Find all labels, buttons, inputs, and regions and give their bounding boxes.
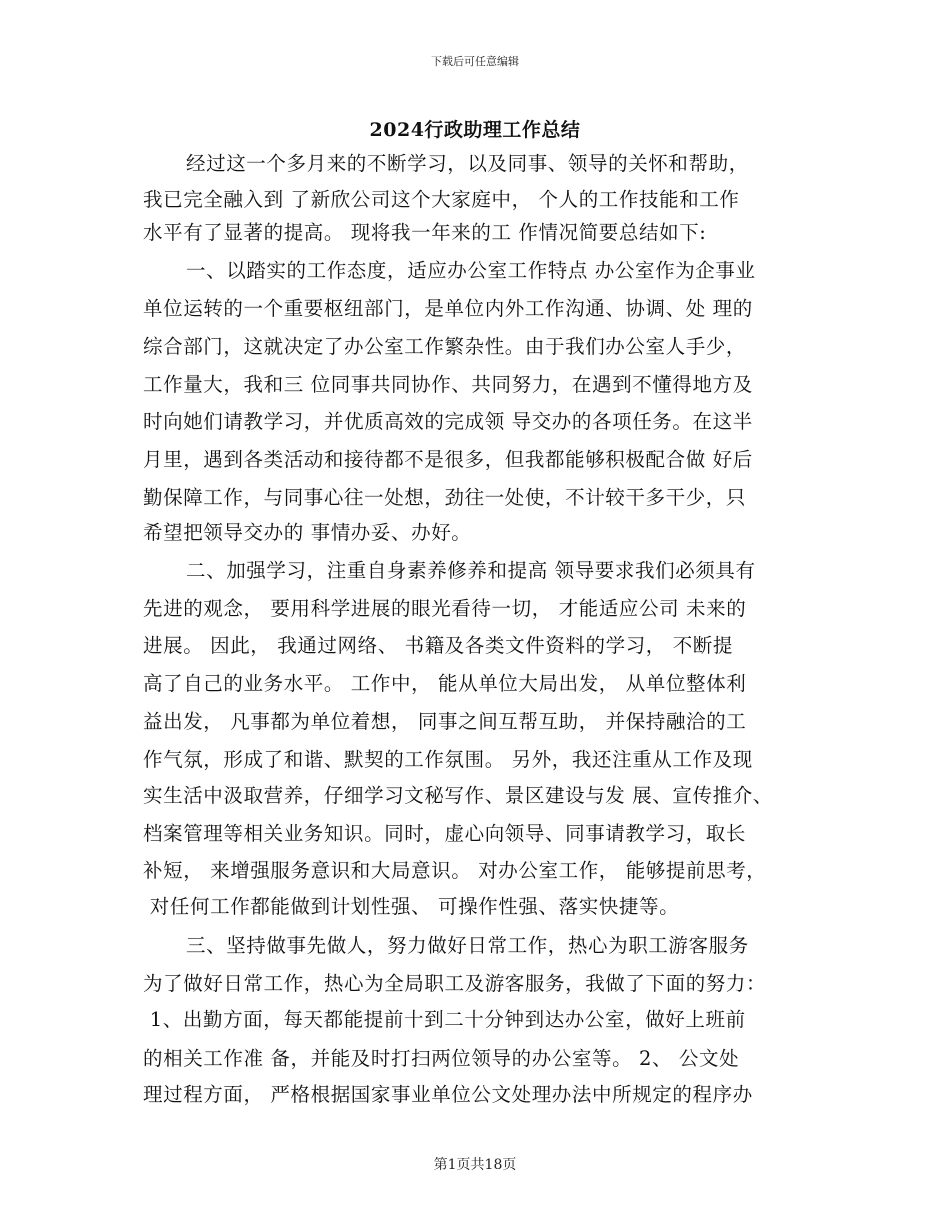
body-line: 为了做好日常工作，热心为全局职工及游客服务，我做了下面的努力： [143, 972, 767, 995]
page-number: 第1页共18页 [433, 1157, 517, 1173]
body-line: 勤保障工作，与同事心往一处想，劲往一处使，不计较干多干少，只 [143, 486, 747, 509]
body-line: 对任何工作都能做到计划性强、 可操作性强、落实快捷等。 [143, 895, 680, 918]
body-line: 补短， 来增强服务意识和大局意识。 对办公室工作， 能够提前思考， [143, 859, 767, 882]
body-line: 的相关工作准 备，并能及时打扫两位领导的办公室等。 2、 公文处 [143, 1047, 740, 1070]
body-line: 进展。 因此， 我通过网络、 书籍及各类文件资料的学习， 不断提 [143, 634, 733, 657]
body-line: 理过程方面， 严格根据国家事业单位公文处理办法中所规定的程序办 [143, 1083, 753, 1106]
document-title: 2024行政助理工作总结 [369, 119, 581, 141]
body-line: 希望把领导交办的 事情办妥、办好。 [143, 521, 472, 544]
body-line: 综合部门，这就决定了办公室工作繁杂性。由于我们办公室人手少， [143, 335, 747, 358]
body-line: 月里，遇到各类活动和接待都不是很多，但我都能够积极配合做 好后 [143, 448, 753, 471]
body-line: 水平有了显著的提高。 现将我一年来的工 作情况简要总结如下: [143, 221, 707, 244]
body-line: 高了自己的业务水平。 工作中， 能从单位大局出发， 从单位整体利 [143, 672, 747, 695]
body-line: 我已完全融入到 了新欣公司这个大家庭中， 个人的工作技能和工作 [143, 188, 740, 211]
body-line: 单位运转的一个重要枢纽部门，是单位内外工作沟通、协调、处 理的 [143, 297, 753, 320]
body-line: 时向她们请教学习，并优质高效的完成领 导交办的各项任务。在这半 [143, 410, 753, 433]
body-line: 作气氛，形成了和谐、默契的工作氛围。 另外，我还注重从工作及现 [143, 748, 753, 771]
body-line: 一、以踏实的工作态度，适应办公室工作特点 办公室作为企事业 [186, 259, 756, 282]
body-line: 经过这一个多月来的不断学习，以及同事、领导的关怀和帮助， [186, 152, 749, 175]
body-line: 先进的观念， 要用科学进展的眼光看待一切， 才能适应公司 未来的 [143, 597, 747, 620]
body-line: 1、出勤方面，每天都能提前十到二十分钟到达办公室，做好上班前 [143, 1008, 746, 1031]
body-line: 三、坚持做事先做人，努力做好日常工作，热心为职工游客服务 [186, 934, 749, 957]
body-line: 二、加强学习，注重自身素养修养和提高 领导要求我们必须具有 [186, 559, 756, 582]
body-line: 档案管理等相关业务知识。同时，虚心向领导、同事请教学习，取长 [143, 822, 747, 845]
body-line: 工作量大，我和三 位同事共同协作、共同努力，在遇到不懂得地方及 [143, 373, 753, 396]
body-line: 实生活中汲取营养，仔细学习文秘写作、景区建设与发 展、宣传推介、 [143, 784, 773, 807]
download-note: 下载后可任意编辑 [431, 55, 519, 68]
body-line: 益出发， 凡事都为单位着想， 同事之间互帮互助， 并保持融洽的工 [143, 710, 747, 733]
